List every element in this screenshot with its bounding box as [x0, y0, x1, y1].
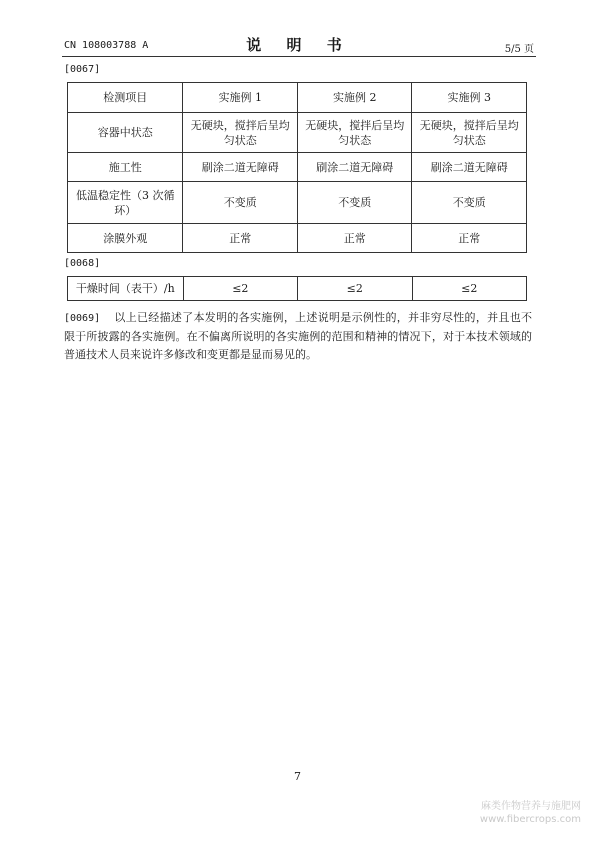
table-cell: 刷涂二道无障碍: [183, 153, 298, 182]
paragraph-0069: [64, 309, 532, 364]
table-cell: 干燥时间（表干）/h: [68, 277, 184, 301]
table-cell: 实施例 3: [412, 83, 527, 113]
table-cell: ≤2: [298, 277, 412, 301]
table-cell: ≤2: [412, 277, 527, 301]
table-cell: 涂膜外观: [68, 224, 183, 253]
table-cell: 实施例 1: [183, 83, 298, 113]
table-cell: 容器中状态: [68, 113, 183, 153]
table-cell: 正常: [412, 224, 527, 253]
table-row: [68, 113, 527, 153]
doc-title: 说 明 书: [246, 36, 352, 54]
table-cell: 检测项目: [68, 83, 183, 113]
table-cell: ≤2: [183, 277, 297, 301]
page-indicator: 5/5 页: [504, 44, 534, 55]
table-cell: 无硬块，搅拌后呈均匀状态: [297, 113, 412, 153]
table-cell: 刷涂二道无障碍: [297, 153, 412, 182]
paragraph-tag-0069: [0069]: [64, 313, 101, 324]
table-cell: 低温稳定性（3 次循环）: [68, 182, 183, 224]
table-cell: 正常: [297, 224, 412, 253]
table-cell: 不变质: [183, 182, 298, 224]
header-rule: [62, 56, 536, 57]
watermark-url: www.fibercrops.com: [479, 814, 581, 825]
table-cell: 刷涂二道无障碍: [412, 153, 527, 182]
table-cell: 无硬块，搅拌后呈均匀状态: [183, 113, 298, 153]
table-row: [68, 83, 527, 113]
table-row: [68, 224, 527, 253]
paragraph-text: 以上已经描述了本发明的各实施例，上述说明是示例性的，并非穷尽性的，并且也不限于所披露的各实施例。在不偏离所说明的各实施例的范围和精神的情况下，对于本技术领域的普通技术人员来说许多修改和变更都是显而易见的。: [64, 311, 532, 361]
watermark-title: 麻类作物营养与施肥网: [481, 801, 581, 812]
drying-time-table: [67, 276, 527, 301]
table-row: [68, 153, 527, 182]
table-row: [68, 182, 527, 224]
paragraph-tag-0068: [0068]: [64, 258, 101, 269]
page-header: [64, 34, 534, 56]
table-row: [68, 277, 527, 301]
table-cell: 无硬块，搅拌后呈均匀状态: [412, 113, 527, 153]
table-cell: 不变质: [412, 182, 527, 224]
table-cell: 正常: [183, 224, 298, 253]
watermark: [441, 800, 581, 826]
table-cell: 不变质: [297, 182, 412, 224]
page-number: 7: [294, 770, 301, 783]
table-cell: 施工性: [68, 153, 183, 182]
doc-number: CN 108003788 A: [64, 40, 149, 51]
table-cell: 实施例 2: [297, 83, 412, 113]
paragraph-tag-0067: [0067]: [64, 64, 101, 75]
test-results-table: [67, 82, 527, 253]
